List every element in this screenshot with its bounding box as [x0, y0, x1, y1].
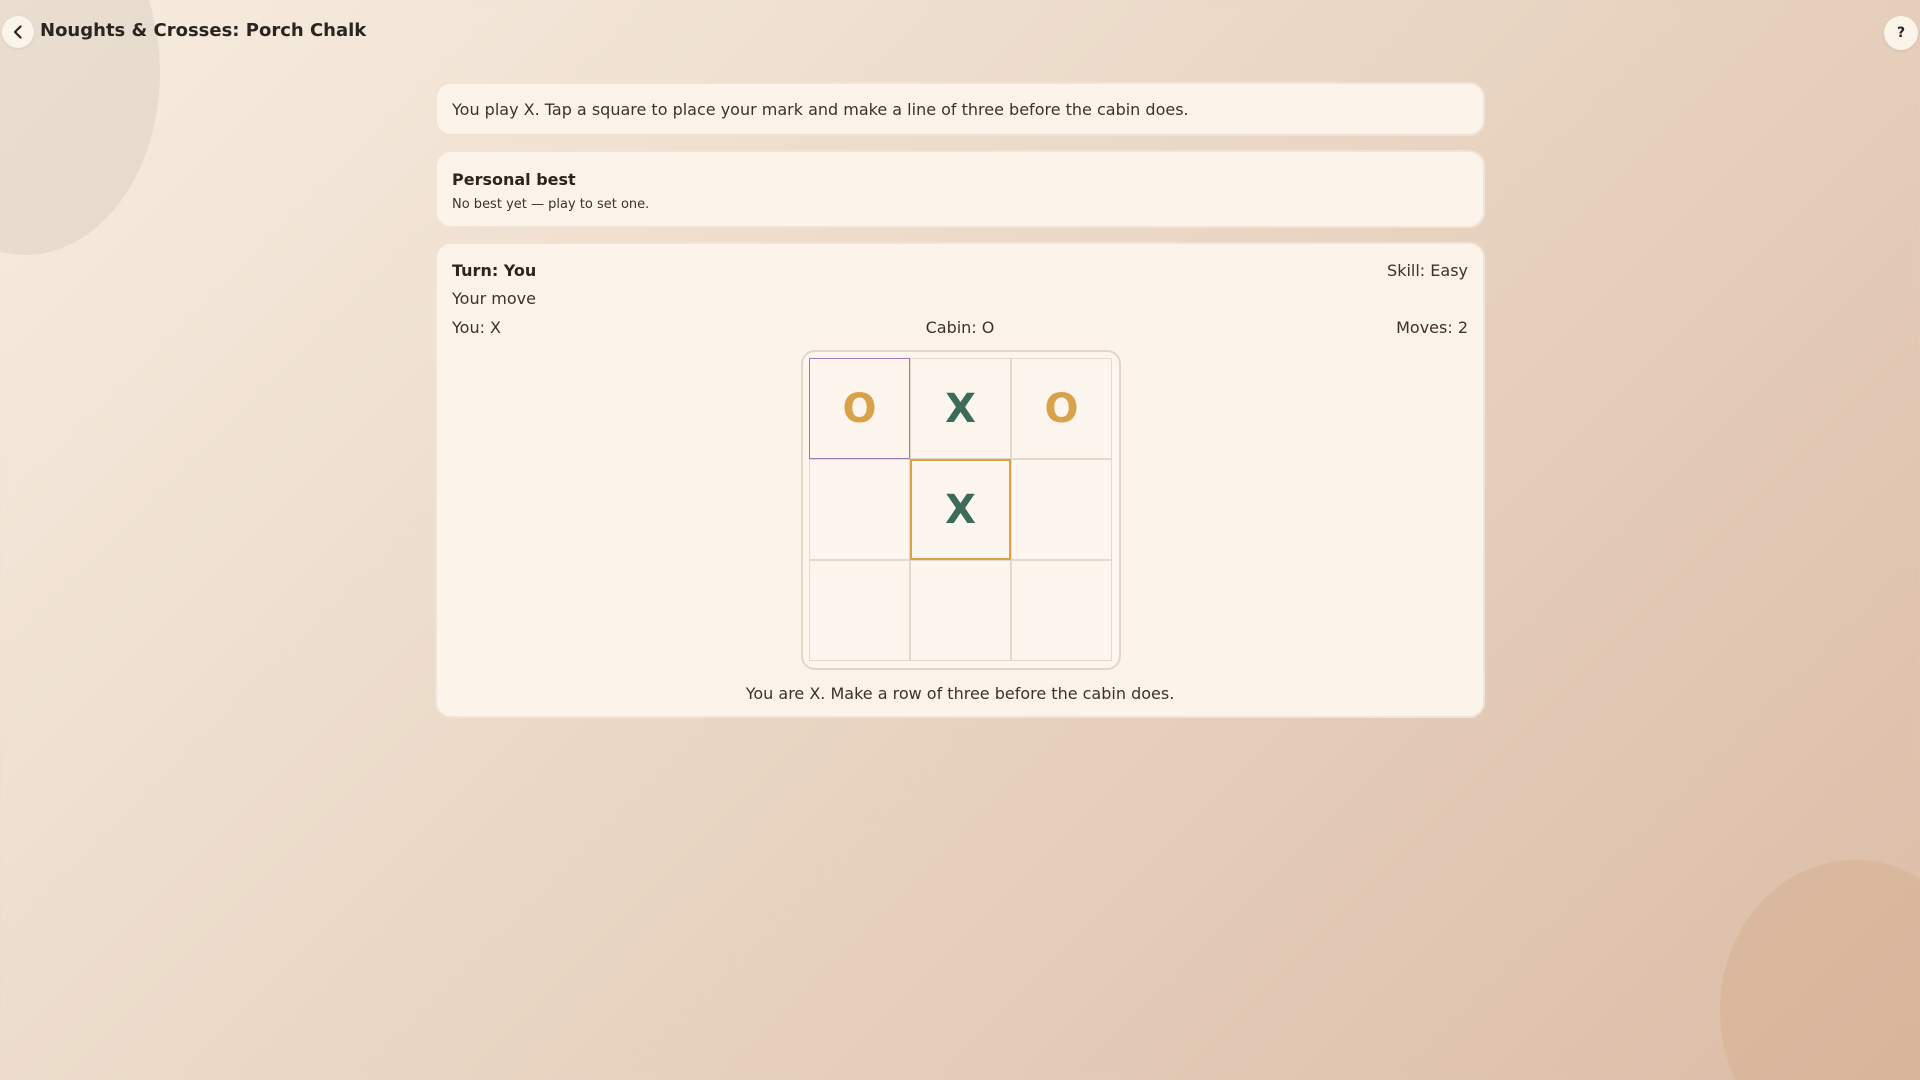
move-counter: Moves: 2 [1396, 318, 1468, 337]
board-cell-3[interactable]: O [1011, 358, 1112, 459]
personal-best-card [435, 150, 1485, 228]
personal-best-title: Personal best [452, 170, 576, 189]
game-hint: You are X. Make a row of three before the cabin does. [745, 684, 1175, 703]
board-cell-5[interactable]: X [910, 459, 1011, 560]
player-mark: You: X [452, 318, 502, 337]
board-grid [809, 358, 1113, 662]
personal-best-subtitle: No best yet — play to set one. [452, 197, 650, 212]
board-cell-4[interactable] [809, 459, 910, 560]
skill-level: Skill: Easy [1387, 261, 1468, 280]
board-cell-7[interactable] [809, 560, 910, 661]
board-cell-8[interactable] [910, 560, 1011, 661]
opponent-mark: Cabin: O [925, 318, 995, 337]
board-cell-9[interactable] [1011, 560, 1112, 661]
page-title: Noughts & Crosses: Porch Chalk [40, 20, 367, 41]
board-cell-2[interactable]: X [910, 358, 1011, 459]
chevron-left-icon [10, 24, 26, 40]
top-bar [0, 0, 1920, 64]
intro-card [435, 82, 1485, 136]
game-status: Your move [452, 289, 536, 308]
back-button[interactable] [2, 16, 34, 48]
help-button[interactable]: ? [1884, 16, 1918, 50]
turn-indicator: Turn: You [452, 261, 537, 280]
background-blob-bottom-right [1720, 860, 1920, 1080]
intro-text: You play X. Tap a square to place your mark and make a line of three before the cabin does. [452, 100, 1189, 119]
game-card [435, 242, 1485, 718]
board-cell-6[interactable] [1011, 459, 1112, 560]
game-board [801, 350, 1121, 670]
board-cell-1[interactable]: O [809, 358, 910, 459]
